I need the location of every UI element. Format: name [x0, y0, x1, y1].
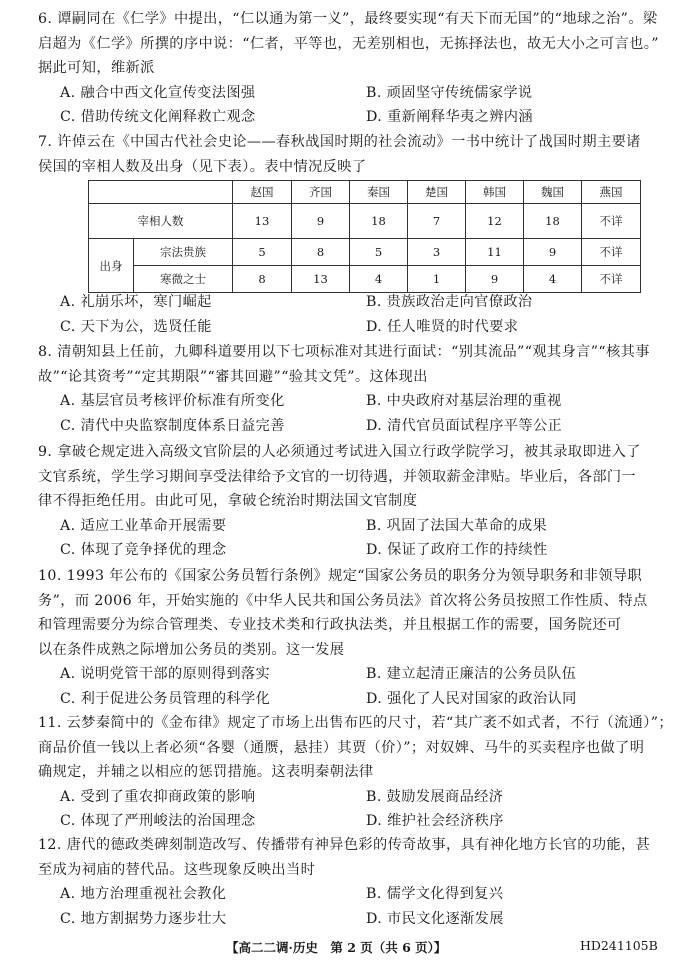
- table-cell: 3: [408, 239, 466, 266]
- stem-line: 据此可知，维新派: [38, 60, 155, 77]
- stem-line: 侯国的宰相人数及出身（见下表）。表中情况反映了: [38, 158, 367, 175]
- table-cell: 11: [466, 239, 524, 266]
- option-c[interactable]: C. 借助传统文化阐释救亡观念: [60, 109, 256, 126]
- options: [38, 389, 650, 438]
- table-header-cell: 赵国: [233, 181, 292, 204]
- table-cell: 7: [408, 204, 466, 239]
- table-cell: 18: [350, 204, 408, 239]
- table-cell: 4: [524, 266, 582, 293]
- table-header-cell: 魏国: [524, 181, 582, 204]
- option-b[interactable]: B. 鼓励发展商品经济: [366, 788, 504, 805]
- table-header-cell: 燕国: [582, 181, 641, 204]
- option-b[interactable]: B. 建立起清正廉洁的公务员队伍: [366, 666, 577, 683]
- option-c[interactable]: C. 体现了竞争择优的理念: [60, 542, 227, 559]
- row-label: 寒微之士: [134, 266, 233, 293]
- option-d[interactable]: D. 市民文化逐渐发展: [366, 910, 504, 927]
- option-c[interactable]: C. 清代中央监察制度体系日益完善: [60, 417, 285, 434]
- question-9: [38, 440, 650, 563]
- row-label: 宗法贵族: [134, 239, 233, 266]
- option-d[interactable]: D. 重新阐释华夷之辨内涵: [366, 109, 533, 126]
- question-7: [38, 130, 650, 179]
- row-group-label: 出身: [89, 239, 134, 293]
- stem-line: 故”“论其资考”“定其期限”“審其回避”“验其文凭”。这体现出: [38, 368, 428, 385]
- question-11: [38, 711, 673, 834]
- table-cell: 不详: [582, 266, 641, 293]
- option-a[interactable]: A. 礼崩乐坏，寒门崛起: [60, 294, 212, 310]
- table-cell: 18: [524, 204, 582, 239]
- table-cell: 4: [350, 266, 408, 293]
- table-cell: 不详: [582, 239, 641, 266]
- table-cell: 不详: [582, 204, 641, 239]
- table-row: [89, 239, 641, 266]
- stem-line: 11. 云梦秦简中的《金布律》规定了市场上出售布匹的尺寸，若“其广袤不如式者，不行（流通）”；: [38, 715, 673, 731]
- stem-line: 9. 拿破仑规定进入高级文官阶层的人必须通过考试进入国立行政学院学习，被其录取即进入了: [38, 444, 641, 460]
- question-stem: [38, 7, 659, 81]
- stem-line: 确规定，并辅之以相应的惩罚措施。这表明秦朝法律: [38, 764, 374, 781]
- question-stem: [38, 130, 650, 179]
- option-a[interactable]: A. 地方治理重视社会教化: [60, 886, 227, 903]
- table-row: [89, 266, 641, 293]
- question-stem: [38, 564, 650, 662]
- question-12: [38, 833, 650, 931]
- option-a[interactable]: A. 受到了重农抑商政策的影响: [60, 788, 256, 805]
- option-a[interactable]: A. 融合中西文化宣传变法图强: [60, 84, 256, 101]
- footer-code: HD241105B: [580, 938, 658, 953]
- stem-line: 务”，而 2006 年，开始实施的《中华人民共和国公务员法》首次将公务员按照工作性质、特点: [38, 592, 648, 609]
- stem-line: 商品价值一钱以上者必须“各婴（通赝，悬挂）其贾（价）”；对奴婢、马牛的买卖程序也做了明: [38, 739, 645, 756]
- option-a[interactable]: A. 适应工业革命开展需要: [60, 517, 227, 534]
- option-d[interactable]: D. 清代官员面试程序平等公正: [366, 417, 563, 434]
- stem-line: 7. 许倬云在《中国古代社会史论——春秋战国时期的社会流动》一书中统计了战国时期主要诸: [38, 134, 641, 150]
- question-stem: [38, 440, 650, 514]
- options: [38, 290, 650, 339]
- option-a[interactable]: A. 基层官员考核评价标准有所变化: [60, 393, 285, 410]
- stem-line: 6. 谭嗣同在《仁学》中提出，“仁以通为第一义”，最终要实现“有天下而无国”的“地球之治”。梁: [38, 11, 658, 27]
- table-cell: 1: [408, 266, 466, 293]
- stem-line: 以在条件成熟之际增加公务员的类别。这一发展: [38, 641, 345, 658]
- question-stem: [38, 833, 650, 882]
- option-c[interactable]: C. 天下为公，选贤任能: [60, 318, 212, 335]
- stem-line: 12. 唐代的德政类碑刻制造改写、传播带有神异色彩的传奇故事，具有神化地方长官的功能，甚: [38, 837, 651, 853]
- option-c[interactable]: C. 体现了严刑峻法的治国理念: [60, 813, 256, 830]
- stem-line: 启超为《仁学》所撰的序中说：“仁者，平等也，无差别相也，无拣择法也，故无大小之可言也。”: [38, 35, 659, 52]
- option-b[interactable]: B. 贵族政治走向官僚政治: [366, 294, 533, 310]
- table-row: [89, 204, 641, 239]
- question-stem: [38, 711, 673, 785]
- options: [38, 882, 650, 931]
- stem-line: 和管理需要分为综合管理类、专业技术类和行政执法类，并且根据工作的需要，国务院还可: [38, 617, 622, 634]
- options: [38, 81, 650, 130]
- table-cell: 8: [292, 239, 350, 266]
- stem-line: 文官系统，学生学习期间享受法律给予文官的一切待遇，并领取薪金津贴。毕业后，各部门一: [38, 468, 637, 485]
- option-b[interactable]: B. 巩固了法国大革命的成果: [366, 517, 548, 534]
- option-b[interactable]: B. 顽固坚守传统儒家学说: [366, 84, 533, 101]
- option-c[interactable]: C. 利于促进公务员管理的科学化: [60, 690, 271, 707]
- options: [38, 514, 650, 563]
- table-header-cell: 秦国: [350, 181, 408, 204]
- table-cell: 13: [292, 266, 350, 293]
- table-header-cell: 楚国: [408, 181, 466, 204]
- option-b[interactable]: B. 中央政府对基层治理的重视: [366, 393, 562, 410]
- chancellor-table: [88, 180, 641, 293]
- question-8: [38, 340, 650, 438]
- table-cell: 9: [466, 266, 524, 293]
- table-cell: 5: [233, 239, 292, 266]
- stem-line: 至成为祠庙的替代品。这些现象反映出当时: [38, 861, 316, 878]
- option-d[interactable]: D. 维护社会经济秩序: [366, 813, 504, 830]
- stem-line: 8. 清朝知县上任前，九卿科道要用以下七项标准对其进行面试：“别其流品”“观其身言”“核其事: [38, 344, 650, 360]
- footer-page-label: 【高二二调·历史 第 2 页（共 6 页）】: [226, 940, 447, 955]
- option-d[interactable]: D. 保证了政府工作的持续性: [366, 542, 548, 559]
- table-cell: 12: [466, 204, 524, 239]
- question-stem: [38, 340, 650, 389]
- stem-line: 律不得拒绝任用。由此可见，拿破仑统治时期法国文官制度: [38, 493, 418, 510]
- table-cell: 8: [233, 266, 292, 293]
- option-c[interactable]: C. 地方割据势力逐步壮大: [60, 910, 227, 927]
- table-cell: 9: [292, 204, 350, 239]
- row-label: 宰相人数: [89, 204, 233, 239]
- option-d[interactable]: D. 任人唯贤的时代要求: [366, 318, 519, 335]
- option-d[interactable]: D. 强化了人民对国家的政治认同: [366, 690, 577, 707]
- table-header-row: [89, 181, 641, 204]
- options: [38, 662, 650, 711]
- options: [38, 785, 650, 834]
- table-header-cell: 韩国: [466, 181, 524, 204]
- table-corner-cell: [89, 181, 233, 204]
- table-cell: 9: [524, 239, 582, 266]
- table-header-cell: 齐国: [292, 181, 350, 204]
- question-10: [38, 564, 650, 711]
- option-a[interactable]: A. 说明党管干部的原则得到落实: [60, 666, 271, 683]
- question-6: [38, 7, 659, 130]
- question-7-options: [38, 290, 650, 339]
- table-cell: 13: [233, 204, 292, 239]
- stem-line: 10. 1993 年公布的《国家公务员暂行条例》规定“国家公务员的职务分为领导职务和非领导职: [38, 568, 643, 584]
- option-b[interactable]: B. 儒学文化得到复兴: [366, 886, 504, 903]
- table-cell: 5: [350, 239, 408, 266]
